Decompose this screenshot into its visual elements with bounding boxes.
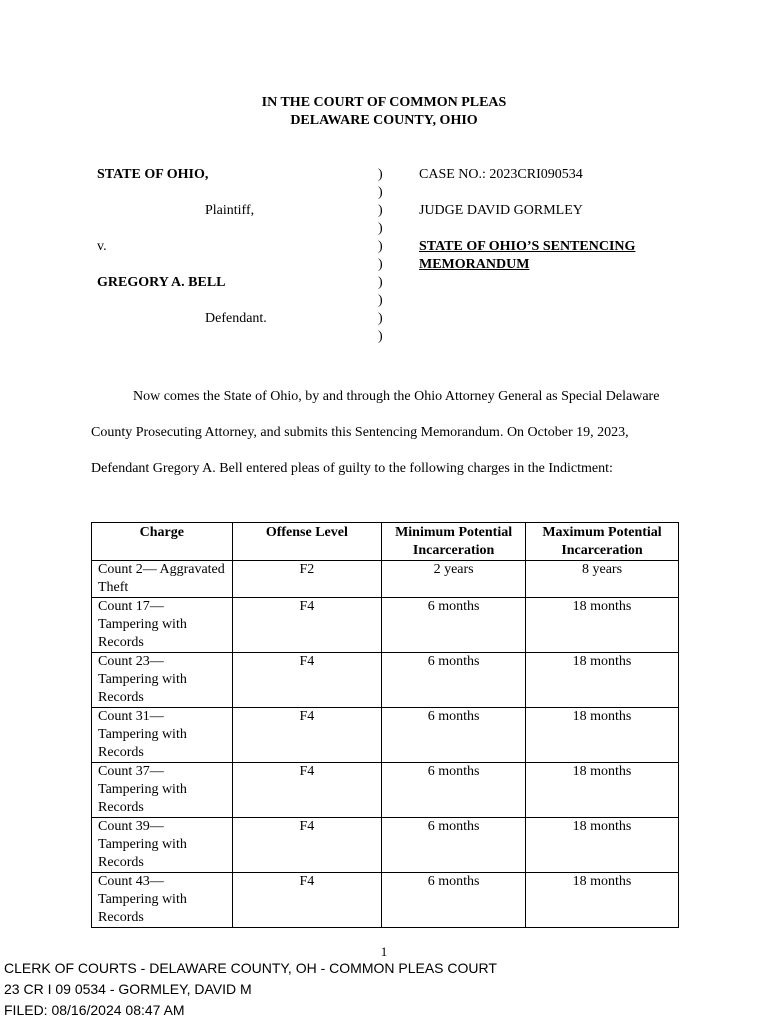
- paren: ): [378, 257, 383, 272]
- header-maximum: Maximum Potential Incarceration: [526, 523, 679, 561]
- filing-stamp-line1: CLERK OF COURTS - DELAWARE COUNTY, OH - COMMON PLEAS COURT: [4, 960, 497, 976]
- maximum-cell: 18 months: [526, 763, 679, 818]
- defendant-role: Defendant.: [205, 311, 267, 326]
- table-row: [92, 561, 679, 598]
- maximum-cell: 8 years: [526, 561, 679, 598]
- memo-title: [419, 238, 635, 274]
- charge-cell: Count 23— Tampering with Records: [92, 653, 233, 708]
- paren: ): [378, 239, 383, 254]
- offense-level-cell: F4: [232, 598, 382, 653]
- paren: ): [378, 275, 383, 290]
- caption-paren-column: [378, 166, 383, 346]
- defendant-name: GREGORY A. BELL: [97, 275, 226, 290]
- table-row: [92, 653, 679, 708]
- paren: ): [378, 167, 383, 182]
- charges-table: [91, 522, 679, 928]
- table-row: [92, 708, 679, 763]
- intro-paragraph: [91, 379, 681, 487]
- table-row: [92, 873, 679, 928]
- table-row: [92, 598, 679, 653]
- table-row: [92, 818, 679, 873]
- charge-cell: Count 39— Tampering with Records: [92, 818, 233, 873]
- court-heading: [0, 94, 768, 130]
- filing-stamp-line2: 23 CR I 09 0534 - GORMLEY, DAVID M: [4, 981, 252, 997]
- paren: ): [378, 221, 383, 236]
- offense-level-cell: F4: [232, 653, 382, 708]
- charge-cell: Count 31— Tampering with Records: [92, 708, 233, 763]
- case-number-label: CASE NO.:: [419, 167, 490, 182]
- minimum-cell: 6 months: [382, 763, 526, 818]
- maximum-cell: 18 months: [526, 708, 679, 763]
- charge-cell: Count 43— Tampering with Records: [92, 873, 233, 928]
- filing-stamp-line3: FILED: 08/16/2024 08:47 AM: [4, 1002, 185, 1018]
- charge-cell: Count 37— Tampering with Records: [92, 763, 233, 818]
- maximum-cell: 18 months: [526, 818, 679, 873]
- intro-text: Now comes the State of Ohio, by and through the Ohio Attorney General as Special Delaware County Prosecuting Attorney, and submits this Sentencing Memorandum. On October 19, 2023, Defendant Gregory A. Bell entered pleas of guilty to the following charges in the Indictment:: [91, 389, 660, 476]
- court-heading-line1: IN THE COURT OF COMMON PLEAS: [261, 95, 507, 110]
- charge-cell: Count 2— Aggravated Theft: [92, 561, 233, 598]
- paren: ): [378, 185, 383, 200]
- table-header-row: [92, 523, 679, 561]
- minimum-cell: 6 months: [382, 708, 526, 763]
- plaintiff-role: Plaintiff,: [205, 203, 255, 218]
- maximum-cell: 18 months: [526, 873, 679, 928]
- offense-level-cell: F4: [232, 818, 382, 873]
- paren: ): [378, 203, 383, 218]
- case-number-value: 2023CRI090534: [489, 167, 583, 182]
- paren: ): [378, 311, 383, 326]
- paren: ): [378, 329, 383, 344]
- minimum-cell: 6 months: [382, 653, 526, 708]
- minimum-cell: 6 months: [382, 818, 526, 873]
- header-offense-level: Offense Level: [232, 523, 382, 561]
- minimum-cell: 6 months: [382, 873, 526, 928]
- page-number: 1: [380, 944, 388, 959]
- header-charge: Charge: [92, 523, 233, 561]
- paren: ): [378, 293, 383, 308]
- offense-level-cell: F4: [232, 763, 382, 818]
- header-minimum: Minimum Potential Incarceration: [382, 523, 526, 561]
- plaintiff-name: STATE OF OHIO,: [97, 167, 209, 182]
- judge-name: JUDGE DAVID GORMLEY: [419, 203, 583, 218]
- offense-level-cell: F4: [232, 873, 382, 928]
- maximum-cell: 18 months: [526, 598, 679, 653]
- case-number: [419, 166, 583, 184]
- table-row: [92, 763, 679, 818]
- court-heading-line2: DELAWARE COUNTY, OHIO: [290, 113, 478, 128]
- minimum-cell: 2 years: [382, 561, 526, 598]
- memo-title-line2: MEMORANDUM: [419, 257, 530, 272]
- offense-level-cell: F4: [232, 708, 382, 763]
- memo-title-line1: STATE OF OHIO’S SENTENCING: [419, 239, 636, 254]
- versus: v.: [97, 239, 107, 254]
- charge-cell: Count 17— Tampering with Records: [92, 598, 233, 653]
- offense-level-cell: F2: [232, 561, 382, 598]
- maximum-cell: 18 months: [526, 653, 679, 708]
- minimum-cell: 6 months: [382, 598, 526, 653]
